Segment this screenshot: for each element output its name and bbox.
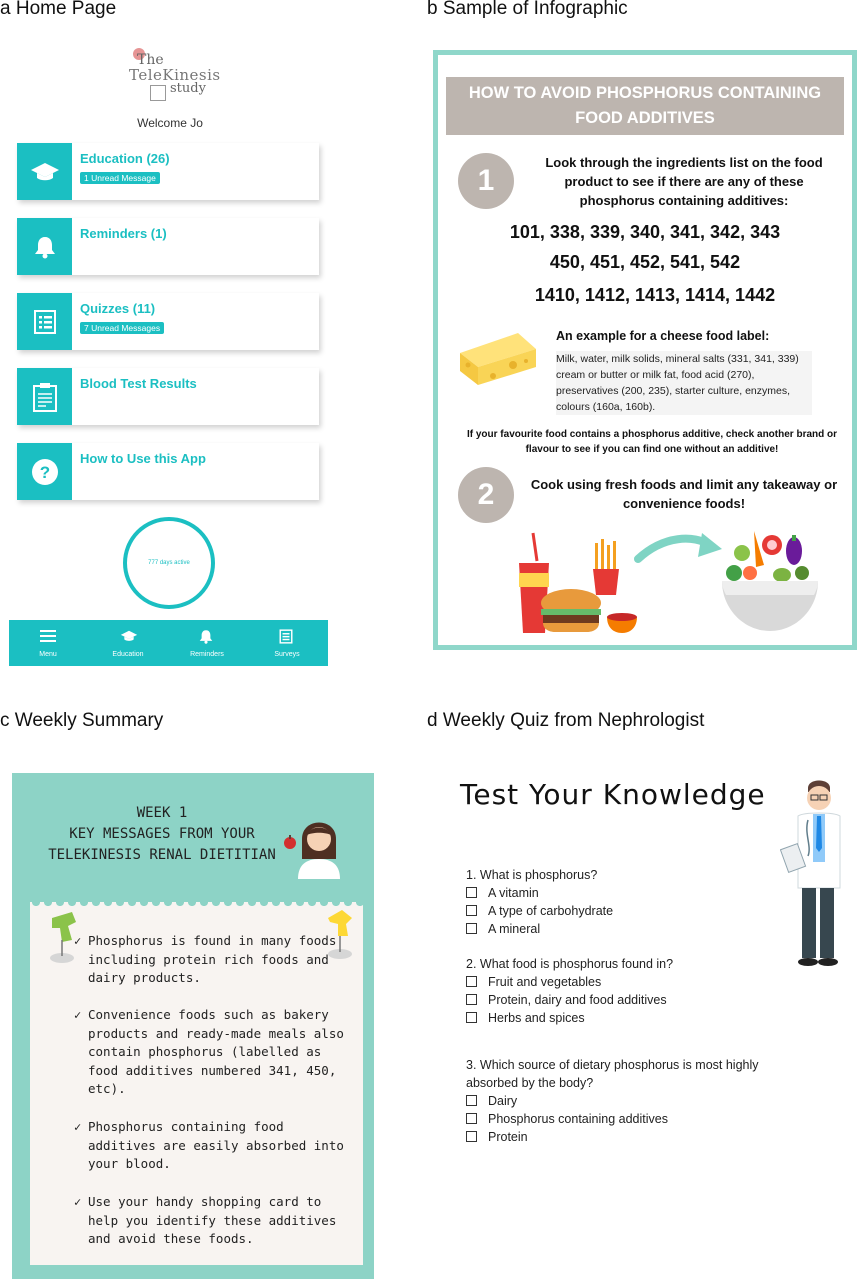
nephrologist-avatar xyxy=(780,776,852,972)
check-icon: ✓ xyxy=(74,1195,82,1209)
caption-weekly-quiz: d Weekly Quiz from Nephrologist xyxy=(427,710,705,731)
q3-option-1[interactable] xyxy=(466,1094,517,1108)
q3-option-1-label: Dairy xyxy=(488,1094,518,1108)
telekinesis-logo xyxy=(125,50,221,106)
nav-menu-label: Menu xyxy=(39,651,57,658)
list-icon xyxy=(17,293,72,350)
bottom-nav-bar xyxy=(9,620,328,666)
checkbox[interactable] xyxy=(466,923,477,934)
summary-bullet-2-text: Convenience foods such as bakery products and ready-made meals also contain phosphorus (labelled as food additives numbered 341, 450, etc). xyxy=(88,1007,344,1096)
key-messages-note xyxy=(30,908,363,1265)
step-2-badge: 2 xyxy=(458,467,514,523)
bell-icon xyxy=(17,218,72,275)
monitor-icon xyxy=(150,85,166,101)
logo-main-text: TeleKinesis xyxy=(129,66,221,84)
home-page-screen xyxy=(0,0,340,670)
summary-bullet-1 xyxy=(74,932,358,988)
nav-reminders[interactable] xyxy=(177,620,237,666)
check-icon: ✓ xyxy=(74,1008,82,1022)
weekly-quiz-panel xyxy=(440,770,857,1170)
nav-education-label: Education xyxy=(112,651,144,658)
fast-food-illustration xyxy=(513,529,643,639)
caption-weekly-summary: c Weekly Summary xyxy=(0,710,164,731)
education-unread-badge: 1 Unread Message xyxy=(80,172,160,184)
q2-option-2-label: Protein, dairy and food additives xyxy=(488,993,667,1007)
q3-option-3[interactable] xyxy=(466,1130,528,1144)
q1-option-2[interactable] xyxy=(466,904,613,918)
q3-option-2[interactable] xyxy=(466,1112,668,1126)
summary-bullet-1-text: Phosphorus is found in many foods including protein rich foods and dairy products. xyxy=(88,933,337,985)
hamburger-icon xyxy=(40,629,56,643)
checkbox[interactable] xyxy=(466,976,477,987)
checkbox[interactable] xyxy=(466,1095,477,1106)
step-2-text: Cook using fresh foods and limit any takeaway or convenience foods! xyxy=(530,477,838,511)
q2-option-1-label: Fruit and vegetables xyxy=(488,975,602,989)
additive-codes-line-1: 101, 338, 339, 340, 341, 342, 343 xyxy=(509,222,781,242)
checkbox[interactable] xyxy=(466,887,477,898)
dietitian-avatar xyxy=(280,811,352,879)
summary-bullet-3-text: Phosphorus containing food additives are easily absorbed into your blood. xyxy=(88,1119,344,1171)
q1-option-1-label: A vitamin xyxy=(488,886,539,900)
additive-codes-line-3: 1410, 1412, 1413, 1414, 1442 xyxy=(534,285,776,305)
quizzes-card-title: Quizzes (11) xyxy=(80,301,156,316)
caption-home-page: a Home Page xyxy=(0,0,117,19)
quizzes-card[interactable] xyxy=(17,293,319,350)
blood-test-results-card[interactable] xyxy=(17,368,319,425)
cheese-label-heading: An example for a cheese food label: xyxy=(556,329,770,343)
q1-option-3[interactable] xyxy=(466,922,540,936)
summary-title-line-2: KEY MESSAGES FROM YOUR xyxy=(69,826,255,842)
clipboard-icon xyxy=(17,368,72,425)
checkbox[interactable] xyxy=(466,1113,477,1124)
reminders-card-title: Reminders (1) xyxy=(80,226,167,241)
infographic-panel xyxy=(433,50,857,650)
check-icon: ✓ xyxy=(74,934,82,948)
summary-title xyxy=(12,803,312,866)
check-icon: ✓ xyxy=(74,1120,82,1134)
days-active-ring xyxy=(123,517,215,609)
q1-option-3-label: A mineral xyxy=(488,922,541,936)
arrow-icon xyxy=(634,529,724,569)
infographic-banner: HOW TO AVOID PHOSPHORUS CONTAINING FOOD ADDITIVES xyxy=(446,77,844,135)
weekly-summary-panel xyxy=(12,773,374,1279)
checkbox[interactable] xyxy=(466,905,477,916)
list-icon xyxy=(279,629,293,644)
q2-option-1[interactable] xyxy=(466,975,601,989)
q1-option-1[interactable] xyxy=(466,886,539,900)
q3-option-2-label: Phosphorus containing additives xyxy=(488,1112,668,1126)
caption-infographic: b Sample of Infographic xyxy=(427,0,628,19)
how-to-use-card[interactable] xyxy=(17,443,319,500)
additive-codes-line-2: 450, 451, 452, 541, 542 xyxy=(549,252,741,272)
graduation-cap-icon xyxy=(120,629,138,643)
logo-the-text: The xyxy=(137,52,164,68)
nav-surveys-label: Surveys xyxy=(274,651,300,658)
cheese-label-ingredients: Milk, water, milk solids, mineral salts (331, 341, 339) cream or butter or milk fat, food acid (270), preservatives (200, 235), starter culture, enzymes, colours (160a, 160b). xyxy=(556,351,812,415)
question-icon xyxy=(17,443,72,500)
step-1-text: Look through the ingredients list on the food product to see if there are any of these phosphorus containing additives: xyxy=(545,155,823,208)
nav-reminders-label: Reminders xyxy=(190,651,224,658)
days-active-text: 777 days active xyxy=(148,560,190,566)
q2-option-3[interactable] xyxy=(466,1011,585,1025)
step-1-badge: 1 xyxy=(458,153,514,209)
checkbox[interactable] xyxy=(466,1012,477,1023)
summary-bullet-4-text: Use your handy shopping card to help you identify these additives and avoid these foods. xyxy=(88,1194,337,1246)
nav-education[interactable] xyxy=(98,620,158,666)
education-card-title: Education (26) xyxy=(80,151,170,166)
favourite-food-note: If your favourite food contains a phosphorus additive, check another brand or flavour to see if you can find one without an additive! xyxy=(466,429,838,455)
summary-bullet-2 xyxy=(74,1006,358,1099)
quizzes-unread-badge: 7 Unread Messages xyxy=(80,322,164,334)
quiz-question-3: 3. Which source of dietary phosphorus is most highly xyxy=(466,1058,759,1072)
education-card[interactable] xyxy=(17,143,319,200)
cheese-icon xyxy=(458,331,538,387)
q3-option-3-label: Protein xyxy=(488,1130,528,1144)
summary-bullet-3 xyxy=(74,1118,358,1174)
checkbox[interactable] xyxy=(466,1131,477,1142)
blood-test-results-title: Blood Test Results xyxy=(80,376,197,391)
graduation-cap-icon xyxy=(17,143,72,200)
logo-study-text: study xyxy=(170,81,206,96)
salad-bowl-illustration xyxy=(720,523,820,638)
q2-option-3-label: Herbs and spices xyxy=(488,1011,585,1025)
nav-surveys[interactable] xyxy=(257,620,317,666)
reminders-card[interactable] xyxy=(17,218,319,275)
how-to-use-title: How to Use this App xyxy=(80,451,206,466)
nav-menu[interactable] xyxy=(18,620,78,666)
bell-icon xyxy=(199,629,213,644)
quiz-title: Test Your Knowledge xyxy=(460,778,766,811)
q1-option-2-label: A type of carbohydrate xyxy=(488,904,614,918)
summary-title-week: WEEK 1 xyxy=(136,805,188,821)
welcome-text: Welcome Jo xyxy=(137,116,203,130)
checkbox[interactable] xyxy=(466,994,477,1005)
quiz-question-1: 1. What is phosphorus? xyxy=(466,868,598,882)
quiz-question-2: 2. What food is phosphorus found in? xyxy=(466,957,674,971)
svg-text:?: ? xyxy=(39,462,50,482)
q2-option-2[interactable] xyxy=(466,993,667,1007)
quiz-question-3-cont: absorbed by the body? xyxy=(466,1076,594,1090)
summary-bullet-4 xyxy=(74,1193,358,1249)
summary-title-line-3: TELEKINESIS RENAL DIETITIAN xyxy=(48,847,276,863)
